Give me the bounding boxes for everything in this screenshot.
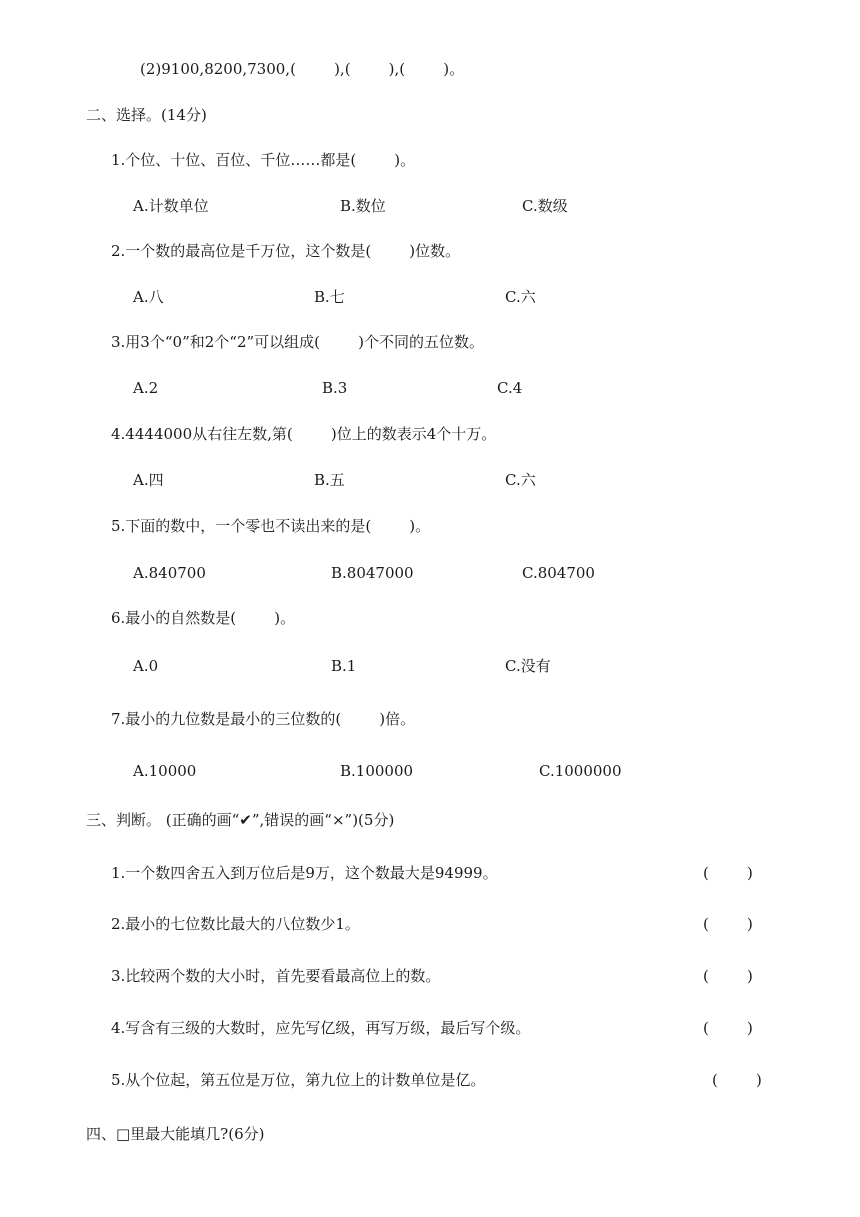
- choice-5-option-c: C.804700: [522, 564, 595, 582]
- choice-2-option-c: C.六: [505, 288, 536, 306]
- judge-item-1-answer-blank[interactable]: ( ): [703, 864, 753, 882]
- choice-2-option-b: B.七: [314, 288, 345, 306]
- choice-7-option-a: A.10000: [133, 762, 197, 780]
- section-choice-heading: 二、选择。(14分): [86, 106, 207, 124]
- choice-4-option-c: C.六: [505, 471, 536, 489]
- choice-1-option-a: A.计数单位: [133, 197, 209, 215]
- choice-3-option-b: B.3: [322, 379, 348, 397]
- judge-item-3: 3.比较两个数的大小时，首先要看最高位上的数。: [111, 967, 441, 985]
- choice-3-option-a: A.2: [133, 379, 159, 397]
- choice-7-option-c: C.1000000: [539, 762, 622, 780]
- judge-item-5: 5.从个位起，第五位是万位，第九位上的计数单位是亿。: [111, 1071, 486, 1089]
- choice-question-1: 1.个位、十位、百位、千位……都是( )。: [111, 151, 416, 169]
- choice-6-option-b: B.1: [331, 657, 357, 675]
- choice-7-option-b: B.100000: [340, 762, 414, 780]
- choice-5-option-a: A.840700: [133, 564, 206, 582]
- section-fill-max-heading: 四、□里最大能填几?(6分): [86, 1125, 265, 1143]
- judge-item-1: 1.一个数四舍五入到万位后是9万，这个数最大是94999。: [111, 864, 498, 882]
- judge-item-4-answer-blank[interactable]: ( ): [703, 1019, 753, 1037]
- choice-5-option-b: B.8047000: [331, 564, 414, 582]
- choice-4-option-b: B.五: [314, 471, 345, 489]
- choice-6-option-c: C.没有: [505, 657, 551, 675]
- choice-2-option-a: A.八: [133, 288, 164, 306]
- judge-item-4: 4.写含有三级的大数时，应先写亿级，再写万级，最后写个级。: [111, 1019, 531, 1037]
- choice-question-3: 3.用3个“0”和2个“2”可以组成( )个不同的五位数。: [111, 333, 485, 351]
- question-2-sequence: (2)9100,8200,7300,( ),( ),( )。: [140, 60, 465, 78]
- choice-1-option-b: B.数位: [340, 197, 386, 215]
- choice-6-option-a: A.0: [133, 657, 159, 675]
- judge-item-2: 2.最小的七位数比最大的八位数少1。: [111, 915, 360, 933]
- judge-item-5-answer-blank[interactable]: ( ): [712, 1071, 762, 1089]
- choice-question-6: 6.最小的自然数是( )。: [111, 609, 296, 627]
- choice-4-option-a: A.四: [133, 471, 164, 489]
- choice-question-2: 2.一个数的最高位是千万位，这个数是( )位数。: [111, 242, 461, 260]
- choice-question-5: 5.下面的数中，一个零也不读出来的是( )。: [111, 517, 431, 535]
- choice-question-4: 4.4444000从右往左数,第( )位上的数表示4个十万。: [111, 425, 497, 443]
- choice-1-option-c: C.数级: [522, 197, 568, 215]
- choice-3-option-c: C.4: [497, 379, 523, 397]
- choice-question-7: 7.最小的九位数是最小的三位数的( )倍。: [111, 710, 416, 728]
- section-judge-heading: 三、判断。 (正确的画“✔”,错误的画“×”)(5分): [86, 811, 395, 829]
- judge-item-2-answer-blank[interactable]: ( ): [703, 915, 753, 933]
- judge-item-3-answer-blank[interactable]: ( ): [703, 967, 753, 985]
